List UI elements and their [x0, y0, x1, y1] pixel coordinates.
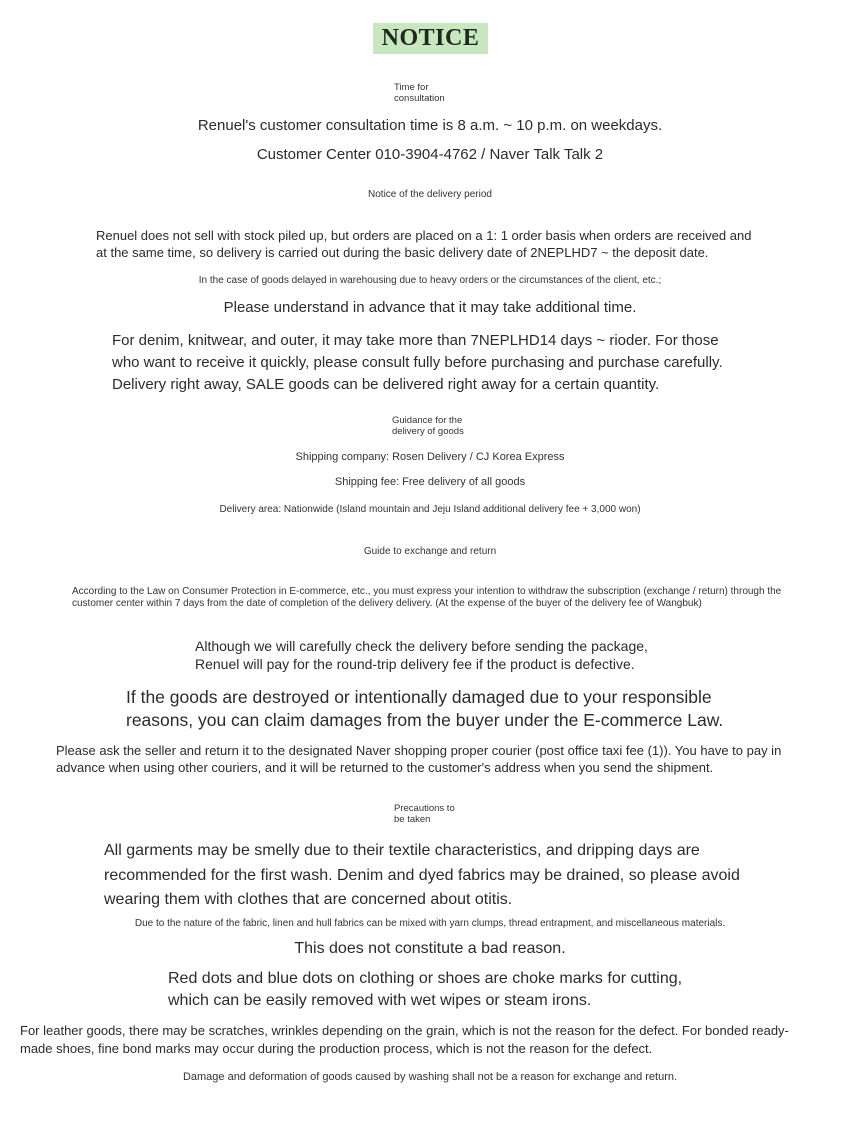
- not-bad-reason-note: This does not constitute a bad reason.: [294, 940, 566, 957]
- delivery-area: Delivery area: Nationwide (Island mountain and Jeju Island additional delivery fee + 3,000 won): [219, 504, 641, 515]
- consultation-hours: Renuel's customer consultation time is 8 a.m. ~ 10 p.m. on weekdays.: [197, 117, 663, 134]
- defect-fee-note: Although we will carefully check the delivery before sending the package, Renuel will pay for the round-trip delivery fee if the product is defective.: [195, 638, 648, 672]
- denim-delivery-note: For denim, knitwear, and outer, it may take more than 7NEPLHD14 days ~ rioder. For those who want to receive it quickly, please consult fully before purchasing and purchase carefully. Delivery right away, SALE goods can be delivered right away for a certain quantity.: [112, 332, 723, 393]
- cutting-marks-note: Red dots and blue dots on clothing or shoes are choke marks for cutting, which can be easily removed with wet wipes or steam irons.: [168, 970, 683, 1009]
- consultation-heading: Time for consultation: [394, 82, 445, 104]
- washing-damage-note: Damage and deformation of goods caused by washing shall not be a reason for exchange and return.: [182, 1071, 678, 1083]
- customer-center-contact: Customer Center 010-3904-4762 / Naver Talk Talk 2: [256, 146, 604, 163]
- delayed-goods-note: In the case of goods delayed in warehousing due to heavy orders or the circumstances of the client, etc.;: [198, 275, 662, 286]
- delivery-guidance-heading: Guidance for the delivery of goods: [392, 415, 464, 437]
- exchange-return-heading: Guide to exchange and return: [363, 546, 497, 557]
- notice-title: NOTICE: [381, 25, 480, 51]
- leather-goods-note: For leather goods, there may be scratches, wrinkles depending on the grain, which is not the reason for the defect. For bonded ready-made shoes, fine bond marks may occur during the production process, which is not the reason for the defect.: [20, 1023, 789, 1056]
- shipping-company: Shipping company: Rosen Delivery / CJ Korea Express: [295, 451, 565, 463]
- order-basis-note: Renuel does not sell with stock piled up, but orders are placed on a 1: 1 order basis when orders are received and at the same time, so delivery is carried out during the basic delivery date of 2NEPLHD7 ~ the deposit date.: [96, 228, 752, 260]
- withdrawal-law-note: According to the Law on Consumer Protection in E-commerce, etc., you must express your intention to withdraw the subscription (exchange / return) through the customer center within 7 days from the date of completion of the delivery delivery. (At the expense of the buyer of the delivery fee of Wangbuk): [72, 586, 782, 609]
- delivery-period-heading: Notice of the delivery period: [368, 189, 492, 200]
- precautions-heading: Precautions to be taken: [394, 803, 455, 825]
- courier-return-note: Please ask the seller and return it to the designated Naver shopping proper courier (post office taxi fee (1)). You have to pay in advance when using other couriers, and it will be returned to the customer's address when you send the shipment.: [56, 743, 782, 775]
- fabric-nature-note: Due to the nature of the fabric, linen and hull fabrics can be mixed with yarn clumps, thread entrapment, and miscellaneous materials.: [134, 918, 726, 929]
- shipping-fee: Shipping fee: Free delivery of all goods: [334, 476, 526, 488]
- garment-wash-note: All garments may be smelly due to their textile characteristics, and dripping days are recommended for the first wash. Denim and dyed fabrics may be drained, so please avoid wearing them with clothes that are concerned about otitis.: [104, 842, 740, 908]
- notice-title-box: [373, 23, 488, 54]
- additional-time-note: Please understand in advance that it may take additional time.: [223, 299, 637, 316]
- damage-claim-note: If the goods are destroyed or intentionally damaged due to your responsible reasons, you can claim damages from the buyer under the E-commerce Law.: [126, 687, 724, 730]
